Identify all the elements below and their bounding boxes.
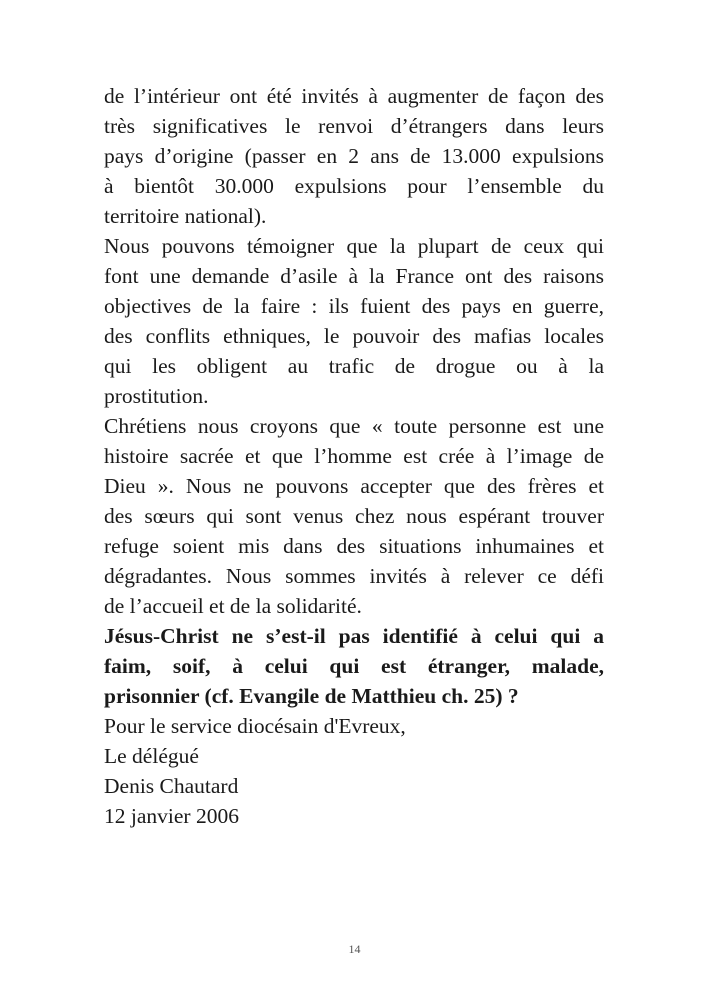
text-line: Chrétiens nous croyons que « toute personne est une — [104, 414, 604, 438]
paragraph-gospel-question — [104, 621, 604, 711]
page-number: 14 — [348, 942, 361, 956]
text-line: pays d’origine (passer en 2 ans de 13.000 expulsions — [104, 144, 604, 168]
text-line: refuge soient mis dans des situations inhumaines et — [104, 534, 604, 558]
text-line: Nous pouvons témoigner que la plupart de ceux qui — [104, 234, 604, 258]
signature-name: Denis Chautard — [104, 774, 239, 798]
signature-block — [104, 711, 604, 831]
text-line: Jésus-Christ ne s’est-il pas identifié à celui qui a — [104, 624, 604, 648]
text-line: dégradantes. Nous sommes invités à relever ce défi — [104, 564, 604, 588]
text-line: qui les obligent au trafic de drogue ou à la — [104, 354, 604, 378]
text-line: des sœurs qui sont venus chez nous espérant trouver — [104, 504, 604, 528]
signature-date: 12 janvier 2006 — [104, 804, 239, 828]
paragraphs — [104, 81, 604, 711]
text-line: prisonnier (cf. Evangile de Matthieu ch. 25) ? — [104, 684, 519, 708]
text-line: de l’accueil et de la solidarité. — [104, 594, 362, 618]
text-line: Dieu ». Nous ne pouvons accepter que des frères et — [104, 474, 604, 498]
text-line: objectives de la faire : ils fuient des pays en guerre, — [104, 294, 604, 318]
signature-service: Pour le service diocésain d'Evreux, — [104, 714, 406, 738]
text-line: de l’intérieur ont été invités à augmenter de façon des — [104, 84, 604, 108]
document-body — [104, 81, 604, 831]
text-line: histoire sacrée et que l’homme est crée à l’image de — [104, 444, 604, 468]
text-line: très significatives le renvoi d’étrangers dans leurs — [104, 114, 604, 138]
text-line: prostitution. — [104, 384, 209, 408]
paragraph-christians — [104, 411, 604, 621]
signature-role: Le délégué — [104, 744, 199, 768]
paragraph-expulsions — [104, 81, 604, 231]
text-line: des conflits ethniques, le pouvoir des mafias locales — [104, 324, 604, 348]
text-line: faim, soif, à celui qui est étranger, malade, — [104, 654, 604, 678]
paragraph-asylum — [104, 231, 604, 411]
text-line: font une demande d’asile à la France ont des raisons — [104, 264, 604, 288]
text-line: à bientôt 30.000 expulsions pour l’ensemble du — [104, 174, 604, 198]
text-line: territoire national). — [104, 204, 267, 228]
